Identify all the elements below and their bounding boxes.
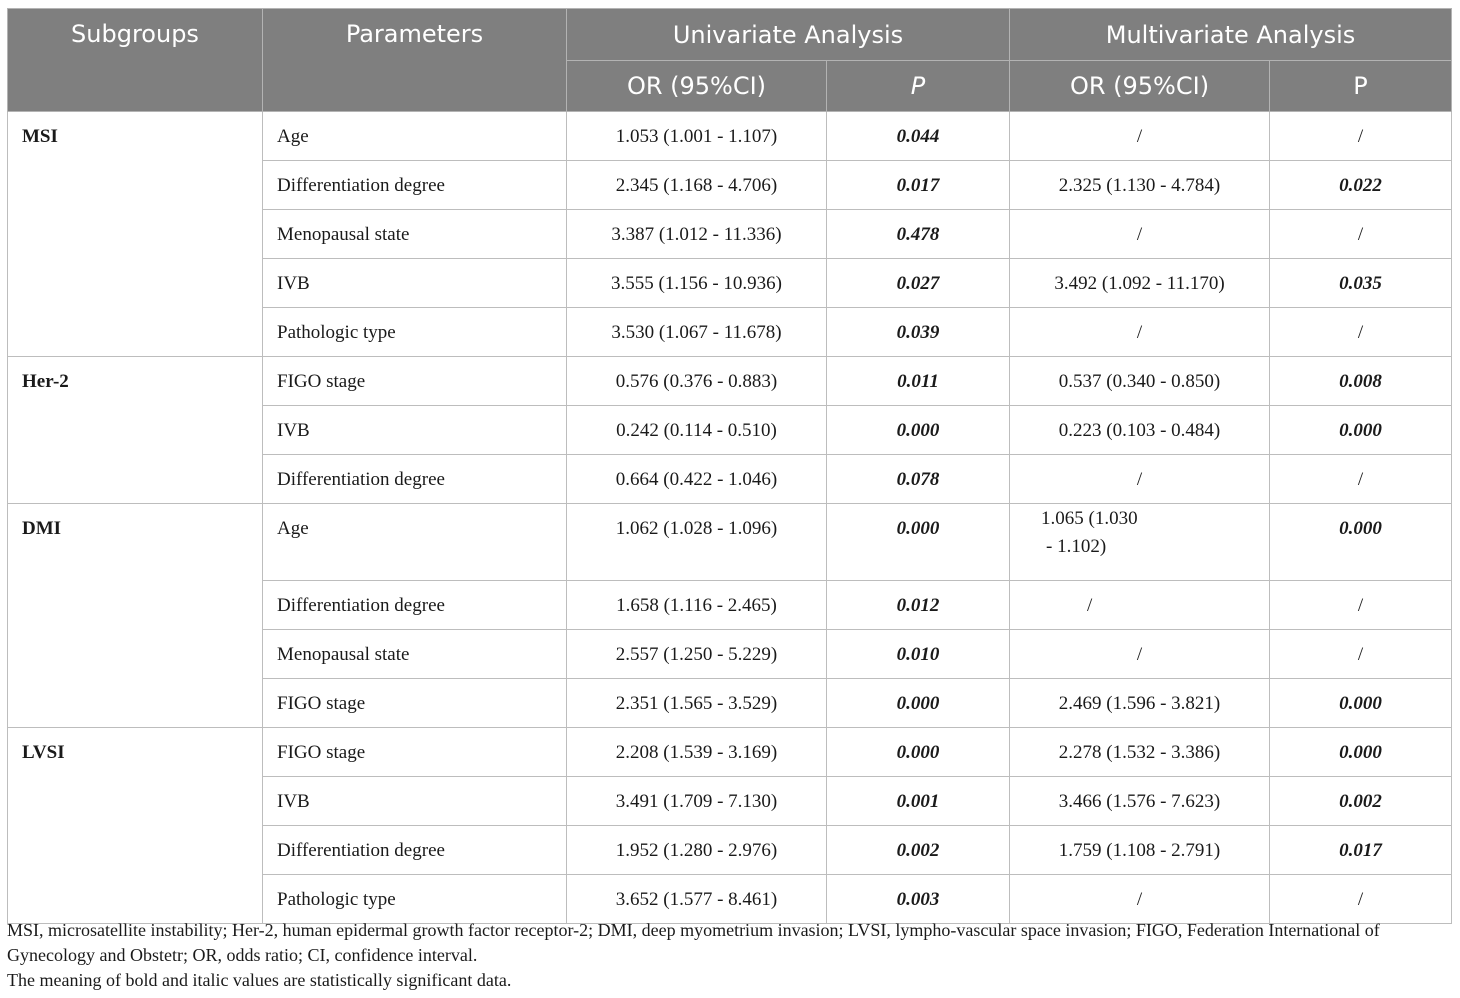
parameter-cell: IVB	[263, 406, 567, 455]
multi-or-cell: /	[1010, 455, 1270, 504]
uni-or-cell: 3.491 (1.709 - 7.130)	[567, 777, 827, 826]
results-table	[7, 8, 1452, 924]
header-subgroups: Subgroups	[8, 9, 263, 112]
multi-or-cell: 3.466 (1.576 - 7.623)	[1010, 777, 1270, 826]
table-row	[8, 357, 1452, 406]
uni-p-cell: 0.039	[827, 308, 1010, 357]
uni-or-cell: 0.664 (0.422 - 1.046)	[567, 455, 827, 504]
parameter-cell: Menopausal state	[263, 630, 567, 679]
parameter-cell: FIGO stage	[263, 728, 567, 777]
multi-p-cell: /	[1270, 875, 1452, 924]
uni-p-cell: 0.000	[827, 679, 1010, 728]
uni-or-cell: 2.351 (1.565 - 3.529)	[567, 679, 827, 728]
multi-p-cell: 0.008	[1270, 357, 1452, 406]
abbreviations-note: MSI, microsatellite instability; Her-2, human epidermal growth factor receptor-2; DMI, deep myometrium invasion; LVSI, lympho-vascular space invasion; FIGO, Federation International of Gynecology and Obstetr; OR, odds ratio; CI, confidence interval.	[7, 920, 1380, 965]
header-uni-or: OR (95%CI)	[567, 61, 827, 112]
multi-or-cell: /	[1010, 875, 1270, 924]
parameter-cell: Differentiation degree	[263, 455, 567, 504]
uni-p-cell: 0.017	[827, 161, 1010, 210]
multi-or-cell: /	[1010, 630, 1270, 679]
parameter-cell: Menopausal state	[263, 210, 567, 259]
multi-or-cell: /	[1010, 210, 1270, 259]
multi-or-cell: 0.223 (0.103 - 0.484)	[1010, 406, 1270, 455]
table-header	[8, 9, 1452, 112]
uni-or-cell: 0.242 (0.114 - 0.510)	[567, 406, 827, 455]
multi-p-cell: /	[1270, 210, 1452, 259]
multi-p-cell: 0.035	[1270, 259, 1452, 308]
uni-or-cell: 1.062 (1.028 - 1.096)	[567, 504, 827, 581]
multi-or-cell: 1.759 (1.108 - 2.791)	[1010, 826, 1270, 875]
parameter-cell: Differentiation degree	[263, 161, 567, 210]
multi-or-cell: /	[1010, 308, 1270, 357]
uni-p-cell: 0.000	[827, 406, 1010, 455]
multi-p-cell: /	[1270, 630, 1452, 679]
multi-p-cell: 0.000	[1270, 504, 1452, 581]
header-multi-or: OR (95%CI)	[1010, 61, 1270, 112]
table-footnote	[7, 918, 1453, 993]
uni-p-cell: 0.001	[827, 777, 1010, 826]
multi-p-cell: 0.000	[1270, 728, 1452, 777]
header-uni-p: P	[827, 61, 1010, 112]
uni-or-cell: 3.530 (1.067 - 11.678)	[567, 308, 827, 357]
header-univariate: Univariate Analysis	[567, 9, 1010, 61]
parameter-cell: FIGO stage	[263, 357, 567, 406]
parameter-cell: IVB	[263, 777, 567, 826]
multi-or-cell: 2.278 (1.532 - 3.386)	[1010, 728, 1270, 777]
uni-p-cell: 0.012	[827, 581, 1010, 630]
uni-p-cell: 0.000	[827, 728, 1010, 777]
parameter-cell: Pathologic type	[263, 308, 567, 357]
uni-p-cell: 0.078	[827, 455, 1010, 504]
multi-p-cell: /	[1270, 112, 1452, 161]
header-parameters: Parameters	[263, 9, 567, 112]
table-row	[8, 504, 1452, 581]
uni-p-cell: 0.011	[827, 357, 1010, 406]
header-multivariate: Multivariate Analysis	[1010, 9, 1452, 61]
parameter-cell: Pathologic type	[263, 875, 567, 924]
uni-p-cell: 0.003	[827, 875, 1010, 924]
multi-or-cell: 3.492 (1.092 - 11.170)	[1010, 259, 1270, 308]
header-multi-p: P	[1270, 61, 1452, 112]
multi-or-cell: /	[1010, 112, 1270, 161]
uni-p-cell: 0.027	[827, 259, 1010, 308]
uni-or-cell: 2.345 (1.168 - 4.706)	[567, 161, 827, 210]
table-row	[8, 728, 1452, 777]
uni-or-cell: 1.053 (1.001 - 1.107)	[567, 112, 827, 161]
uni-p-cell: 0.010	[827, 630, 1010, 679]
uni-or-cell: 1.658 (1.116 - 2.465)	[567, 581, 827, 630]
multi-or-cell: 2.469 (1.596 - 3.821)	[1010, 679, 1270, 728]
uni-p-cell: 0.478	[827, 210, 1010, 259]
uni-or-cell: 0.576 (0.376 - 0.883)	[567, 357, 827, 406]
multi-p-cell: 0.002	[1270, 777, 1452, 826]
multi-or-cell	[1010, 504, 1270, 581]
parameter-cell: Differentiation degree	[263, 581, 567, 630]
parameter-cell: IVB	[263, 259, 567, 308]
parameter-cell: Differentiation degree	[263, 826, 567, 875]
multi-p-cell: 0.000	[1270, 679, 1452, 728]
subgroup-label: DMI	[8, 504, 263, 728]
multi-or-cell: /	[1010, 581, 1270, 630]
multi-or-cell: 2.325 (1.130 - 4.784)	[1010, 161, 1270, 210]
parameter-cell: Age	[263, 112, 567, 161]
subgroup-label: Her-2	[8, 357, 263, 504]
multi-p-cell: 0.022	[1270, 161, 1452, 210]
multi-p-cell: 0.000	[1270, 406, 1452, 455]
table-body	[8, 112, 1452, 924]
subgroup-label: LVSI	[8, 728, 263, 924]
parameter-cell: FIGO stage	[263, 679, 567, 728]
uni-p-cell: 0.000	[827, 504, 1010, 581]
uni-p-cell: 0.002	[827, 826, 1010, 875]
results-table-container	[7, 8, 1451, 924]
multi-or-line-1: 1.065 (1.030	[1041, 508, 1138, 529]
multi-or-line-2: - 1.102)	[1046, 536, 1107, 557]
multi-p-cell: /	[1270, 455, 1452, 504]
subgroup-label: MSI	[8, 112, 263, 357]
significance-note: The meaning of bold and italic values are statistically significant data.	[7, 970, 512, 990]
uni-or-cell: 3.652 (1.577 - 8.461)	[567, 875, 827, 924]
multi-p-cell: /	[1270, 308, 1452, 357]
uni-or-cell: 3.387 (1.012 - 11.336)	[567, 210, 827, 259]
table-row	[8, 112, 1452, 161]
multi-p-cell: /	[1270, 581, 1452, 630]
uni-or-cell: 2.557 (1.250 - 5.229)	[567, 630, 827, 679]
uni-p-cell: 0.044	[827, 112, 1010, 161]
multi-or-cell: 0.537 (0.340 - 0.850)	[1010, 357, 1270, 406]
multi-p-cell: 0.017	[1270, 826, 1452, 875]
parameter-cell: Age	[263, 504, 567, 581]
uni-or-cell: 3.555 (1.156 - 10.936)	[567, 259, 827, 308]
uni-or-cell: 2.208 (1.539 - 3.169)	[567, 728, 827, 777]
uni-or-cell: 1.952 (1.280 - 2.976)	[567, 826, 827, 875]
